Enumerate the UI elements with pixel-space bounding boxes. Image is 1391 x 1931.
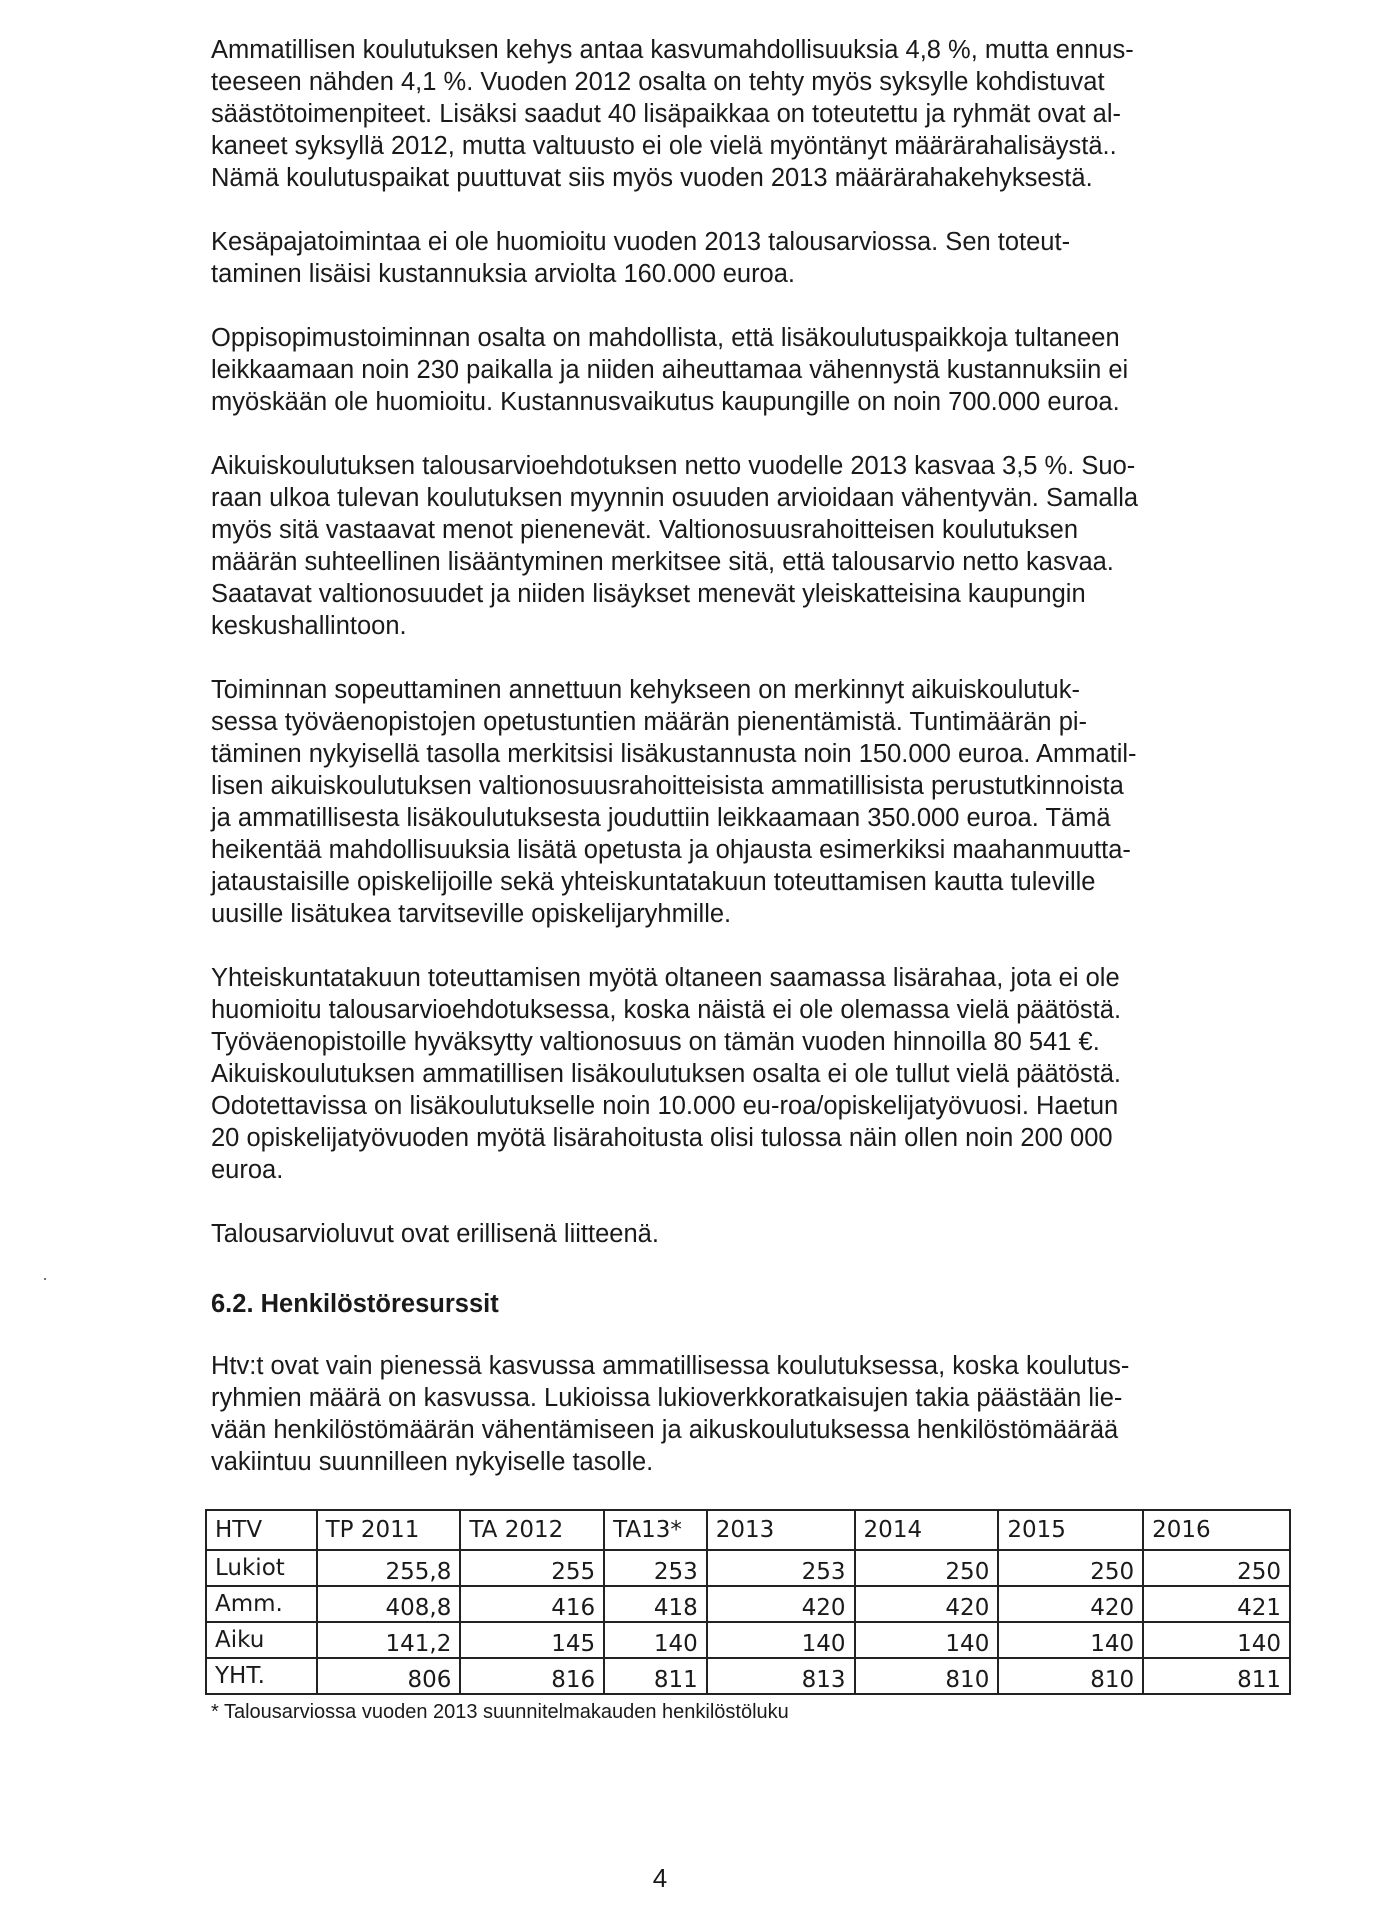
paragraph-adjustment bbox=[211, 674, 1251, 930]
table-header-cell: 2016 bbox=[1143, 1510, 1290, 1550]
paragraph-line: keskushallintoon. bbox=[211, 612, 407, 640]
paragraph-apprenticeship bbox=[211, 322, 1251, 418]
table-row bbox=[206, 1550, 1290, 1586]
paragraph-vocational-framework bbox=[211, 34, 1251, 194]
table-cell: 250 bbox=[855, 1550, 999, 1586]
table-cell: 140 bbox=[1143, 1622, 1290, 1658]
table-header-cell: 2015 bbox=[998, 1510, 1143, 1550]
section-heading: 6.2. Henkilöstöresurssit bbox=[211, 1290, 499, 1318]
table-cell: 250 bbox=[998, 1550, 1143, 1586]
paragraph-line: Kesäpajatoimintaa ei ole huomioitu vuoden 2013 talousarviossa. Sen toteut- bbox=[211, 228, 1071, 256]
table-cell: 810 bbox=[855, 1658, 999, 1694]
table-header-cell: TA13* bbox=[604, 1510, 707, 1550]
table-cell: 420 bbox=[998, 1586, 1143, 1622]
paragraph-line: teeseen nähden 4,1 %. Vuoden 2012 osalta on tehty myös syksylle kohdistuvat bbox=[211, 68, 1105, 96]
paragraph-line: Htv:t ovat vain pienessä kasvussa ammatillisessa koulutuksessa, koska koulutus- bbox=[211, 1352, 1130, 1380]
paragraph-line: vään henkilöstömäärän vähentämiseen ja aikuskoulutuksessa henkilöstömäärää bbox=[211, 1416, 1119, 1444]
table-cell: 416 bbox=[460, 1586, 604, 1622]
paragraph-personnel bbox=[211, 1350, 1251, 1478]
paragraph-line: raan ulkoa tulevan koulutuksen myynnin osuuden arvioidaan vähentyvän. Samalla bbox=[211, 484, 1139, 512]
table-cell: 140 bbox=[604, 1622, 707, 1658]
table-cell: 145 bbox=[460, 1622, 604, 1658]
paragraph-line: taminen lisäisi kustannuksia arviolta 160.000 euroa. bbox=[211, 260, 796, 288]
table-row bbox=[206, 1622, 1290, 1658]
table-cell: 811 bbox=[604, 1658, 707, 1694]
paragraph-line: Aikuiskoulutuksen ammatillisen lisäkoulutuksen osalta ei ole tullut vielä päätöstä. bbox=[211, 1060, 1121, 1088]
stray-dot-mark bbox=[44, 1278, 46, 1280]
paragraph-line: 20 opiskelijatyövuoden myötä lisärahoitusta olisi tulossa näin ollen noin 200 000 bbox=[211, 1124, 1113, 1152]
table-header-cell: TA 2012 bbox=[460, 1510, 604, 1550]
paragraph-budget-attachment bbox=[211, 1218, 1251, 1250]
paragraph-line: myöskään ole huomioitu. Kustannusvaikutus kaupungille on noin 700.000 euroa. bbox=[211, 388, 1120, 416]
table-cell: 418 bbox=[604, 1586, 707, 1622]
paragraph-line: Talousarvioluvut ovat erillisenä liitteenä. bbox=[211, 1220, 659, 1248]
paragraph-line: Yhteiskuntatakuun toteuttamisen myötä oltaneen saamassa lisärahaa, jota ei ole bbox=[211, 964, 1120, 992]
table-header-cell: TP 2011 bbox=[317, 1510, 461, 1550]
table-cell: 420 bbox=[707, 1586, 855, 1622]
htv-table bbox=[205, 1509, 1291, 1695]
paragraph-youth-guarantee bbox=[211, 962, 1251, 1186]
table-cell: 420 bbox=[855, 1586, 999, 1622]
table-header-cell: 2013 bbox=[707, 1510, 855, 1550]
table-header-cell: HTV bbox=[206, 1510, 317, 1550]
paragraph-line: Aikuiskoulutuksen talousarvioehdotuksen netto vuodelle 2013 kasvaa 3,5 %. Suo- bbox=[211, 452, 1136, 480]
table-row-label: Lukiot bbox=[206, 1550, 317, 1586]
table-cell: 806 bbox=[317, 1658, 461, 1694]
table-cell: 811 bbox=[1143, 1658, 1290, 1694]
paragraph-line: kaneet syksyllä 2012, mutta valtuusto ei ole vielä myöntänyt määrärahalisäystä.. bbox=[211, 132, 1117, 160]
paragraph-line: vakiintuu suunnilleen nykyiselle tasolle. bbox=[211, 1448, 654, 1476]
paragraph-line: myös sitä vastaavat menot pienenevät. Valtionosuusrahoitteisen koulutuksen bbox=[211, 516, 1079, 544]
paragraph-line: euroa. bbox=[211, 1156, 284, 1184]
table-cell: 140 bbox=[707, 1622, 855, 1658]
table-row bbox=[206, 1586, 1290, 1622]
table-cell: 408,8 bbox=[317, 1586, 461, 1622]
paragraph-line: määrän suhteellinen lisääntyminen merkitsee sitä, että talousarvio netto kasvaa. bbox=[211, 548, 1114, 576]
paragraph-line: Odotettavissa on lisäkoulutukselle noin 10.000 eu-roa/opiskelijatyövuosi. Haetun bbox=[211, 1092, 1119, 1120]
paragraph-line: Oppisopimustoiminnan osalta on mahdollista, että lisäkoulutuspaikkoja tultaneen bbox=[211, 324, 1120, 352]
paragraph-line: säästötoimenpiteet. Lisäksi saadut 40 lisäpaikkaa on toteutettu ja ryhmät ovat al- bbox=[211, 100, 1122, 128]
paragraph-line: lisen aikuiskoulutuksen valtionosuusrahoitteisista ammatillisista perustutkinnoista bbox=[211, 772, 1124, 800]
table-cell: 255 bbox=[460, 1550, 604, 1586]
table-cell: 421 bbox=[1143, 1586, 1290, 1622]
table-cell: 255,8 bbox=[317, 1550, 461, 1586]
paragraph-line: ryhmien määrä on kasvussa. Lukioissa lukioverkkoratkaisujen takia päästään lie- bbox=[211, 1384, 1123, 1412]
table-cell: 253 bbox=[707, 1550, 855, 1586]
paragraph-line: ja ammatillisesta lisäkoulutuksesta jouduttiin leikkaamaan 350.000 euroa. Tämä bbox=[211, 804, 1111, 832]
paragraph-line: jataustaisille opiskelijoille sekä yhteiskuntatakuun toteuttamisen kautta tuleville bbox=[211, 868, 1096, 896]
table-cell: 140 bbox=[855, 1622, 999, 1658]
page-number: 4 bbox=[652, 1863, 668, 1893]
table-cell: 810 bbox=[998, 1658, 1143, 1694]
table-cell: 250 bbox=[1143, 1550, 1290, 1586]
table-footnote: * Talousarviossa vuoden 2013 suunnitelmakauden henkilöstöluku bbox=[211, 1701, 789, 1723]
table-cell: 813 bbox=[707, 1658, 855, 1694]
paragraph-line: heikentää mahdollisuuksia lisätä opetusta ja ohjausta esimerkiksi maahanmuutta- bbox=[211, 836, 1131, 864]
paragraph-line: huomioitu talousarvioehdotuksessa, koska näistä ei ole olemassa vielä päätöstä. bbox=[211, 996, 1122, 1024]
table-row-label: Amm. bbox=[206, 1586, 317, 1622]
paragraph-line: Nämä koulutuspaikat puuttuvat siis myös vuoden 2013 määrärahakehyksestä. bbox=[211, 164, 1093, 192]
paragraph-line: sessa työväenopistojen opetustuntien määrän pienentämistä. Tuntimäärän pi- bbox=[211, 708, 1088, 736]
paragraph-line: Saatavat valtionosuudet ja niiden lisäykset menevät yleiskatteisina kaupungin bbox=[211, 580, 1086, 608]
paragraph-line: leikkaamaan noin 230 paikalla ja niiden aiheuttamaa vähennystä kustannuksiin ei bbox=[211, 356, 1129, 384]
table-cell: 253 bbox=[604, 1550, 707, 1586]
paragraph-summer-workshop bbox=[211, 226, 1251, 290]
paragraph-line: täminen nykyisellä tasolla merkitsisi lisäkustannusta noin 150.000 euroa. Ammatil- bbox=[211, 740, 1137, 768]
paragraph-line: uusille lisätukea tarvitseville opiskelijaryhmille. bbox=[211, 900, 732, 928]
table-row-label: YHT. bbox=[206, 1658, 317, 1694]
table-row bbox=[206, 1658, 1290, 1694]
paragraph-line: Toiminnan sopeuttaminen annettuun kehykseen on merkinnyt aikuiskoulutuk- bbox=[211, 676, 1080, 704]
table-cell: 141,2 bbox=[317, 1622, 461, 1658]
table-header-cell: 2014 bbox=[855, 1510, 999, 1550]
table-row-label: Aiku bbox=[206, 1622, 317, 1658]
paragraph-adult-education-budget bbox=[211, 450, 1251, 642]
paragraph-line: Ammatillisen koulutuksen kehys antaa kasvumahdollisuuksia 4,8 %, mutta ennus- bbox=[211, 36, 1134, 64]
table-cell: 816 bbox=[460, 1658, 604, 1694]
table-cell: 140 bbox=[998, 1622, 1143, 1658]
paragraph-line: Työväenopistoille hyväksytty valtionosuus on tämän vuoden hinnoilla 80 541 €. bbox=[211, 1028, 1100, 1056]
table-header-row bbox=[206, 1510, 1290, 1550]
